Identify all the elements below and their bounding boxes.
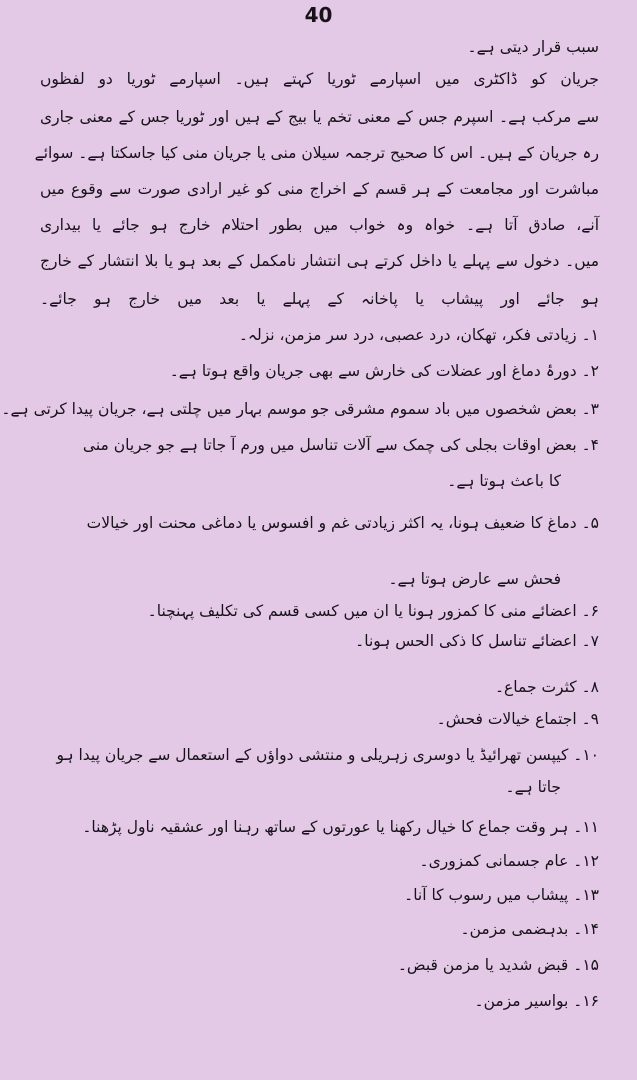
cause-item: ۱۲۔ عام جسمانی کمزوری۔	[419, 852, 599, 870]
cause-item: ۱۰۔ کیپسن تھرائیڈ یا دوسری زہریلی و منتشی دواؤں کے استعمال سے جریان پیدا ہو	[56, 746, 599, 764]
cause-item: ۳۔ بعض شخصوں میں باد سموم مشرقی جو موسم بہار میں چلتی ہے، جریان پیدا کرتی ہے۔	[1, 400, 599, 418]
cause-item: ۱۴۔ بدہضمی مزمن۔	[460, 920, 599, 938]
cause-item-continuation: جاتا ہے۔	[505, 778, 561, 796]
cause-item: ۵۔ دماغ کا ضعیف ہونا، یہ اکثر زیادتی غم و افسوس یا دماغی محنت اور خیالات	[86, 514, 599, 532]
cause-item: ۱۵۔ قبض شدید یا مزمن قبض۔	[397, 956, 599, 974]
page-number: 40	[304, 3, 333, 27]
cause-item: ۴۔ بعض اوقات بجلی کی چمک سے آلات تناسل میں ورم آ جاتا ہے جو جریان منی	[82, 436, 599, 454]
paragraph-line: رہ جریان کے ہیں۔ اس کا صحیح ترجمہ سیلان منی یا جریان منی کیا جاسکتا ہے۔ سوائے	[34, 144, 599, 162]
cause-item: ۱۶۔ بواسیر مزمن۔	[474, 992, 599, 1010]
paragraph-line: مباشرت اور مجامعت کے ہر قسم کے اخراج منی کو غیر ارادی صورت سے وقوع میں	[40, 180, 599, 198]
cause-item: ۹۔ اجتماع خیالات فحش۔	[436, 710, 599, 728]
cause-item: ۲۔ دورۂ دماغ اور عضلات کی خارش سے بھی جریان واقع ہوتا ہے۔	[169, 362, 599, 380]
paragraph-line: میں۔ دخول سے پہلے یا داخل کرتے ہی انتشار نامکمل کے بعد ہو یا بلا انتشار کے خارج	[40, 252, 599, 270]
cause-item-continuation: کا باعث ہوتا ہے۔	[447, 472, 561, 490]
paragraph-line: جریان کو ڈاکٹری میں اسپارمے ٹوریا کہتے ہیں۔ اسپارمے ٹوریا دو لفظوں	[40, 70, 599, 88]
paragraph-line: ہو جائے اور پیشاب یا پاخانہ کے پہلے یا بعد میں خارج ہو جائے۔	[40, 290, 599, 308]
paragraph-line: آنے، صادق آتا ہے۔ خواہ وہ خواب میں بطور احتلام خارج ہو جائے یا بیداری	[40, 216, 599, 234]
cause-item: ۸۔ کثرت جماع۔	[494, 678, 599, 696]
cause-item: ۱۳۔ پیشاب میں رسوب کا آنا۔	[404, 886, 599, 904]
cause-item: ۶۔ اعضائے منی کا کمزور ہونا یا ان میں کسی قسم کی تکلیف پہنچنا۔	[147, 602, 599, 620]
cause-item: ۷۔ اعضائے تناسل کا ذکی الحس ہونا۔	[355, 632, 599, 650]
cause-item: ۱۱۔ ہر وقت جماع کا خیال رکھنا یا عورتوں کے ساتھ رہنا اور عشقیہ ناول پڑھنا۔	[82, 818, 599, 836]
cause-item-continuation: فحش سے عارض ہوتا ہے۔	[388, 570, 561, 588]
paragraph-line: سبب قرار دیتی ہے۔	[467, 38, 599, 56]
cause-item: ۱۔ زیادتی فکر، تھکان، درد عصبی، درد سر مزمن، نزلہ۔	[238, 326, 599, 344]
paragraph-line: سے مرکب ہے۔ اسپرم جس کے معنی تخم یا بیج کے ہیں اور ٹوریا جس کے معنی جاری	[40, 108, 599, 126]
